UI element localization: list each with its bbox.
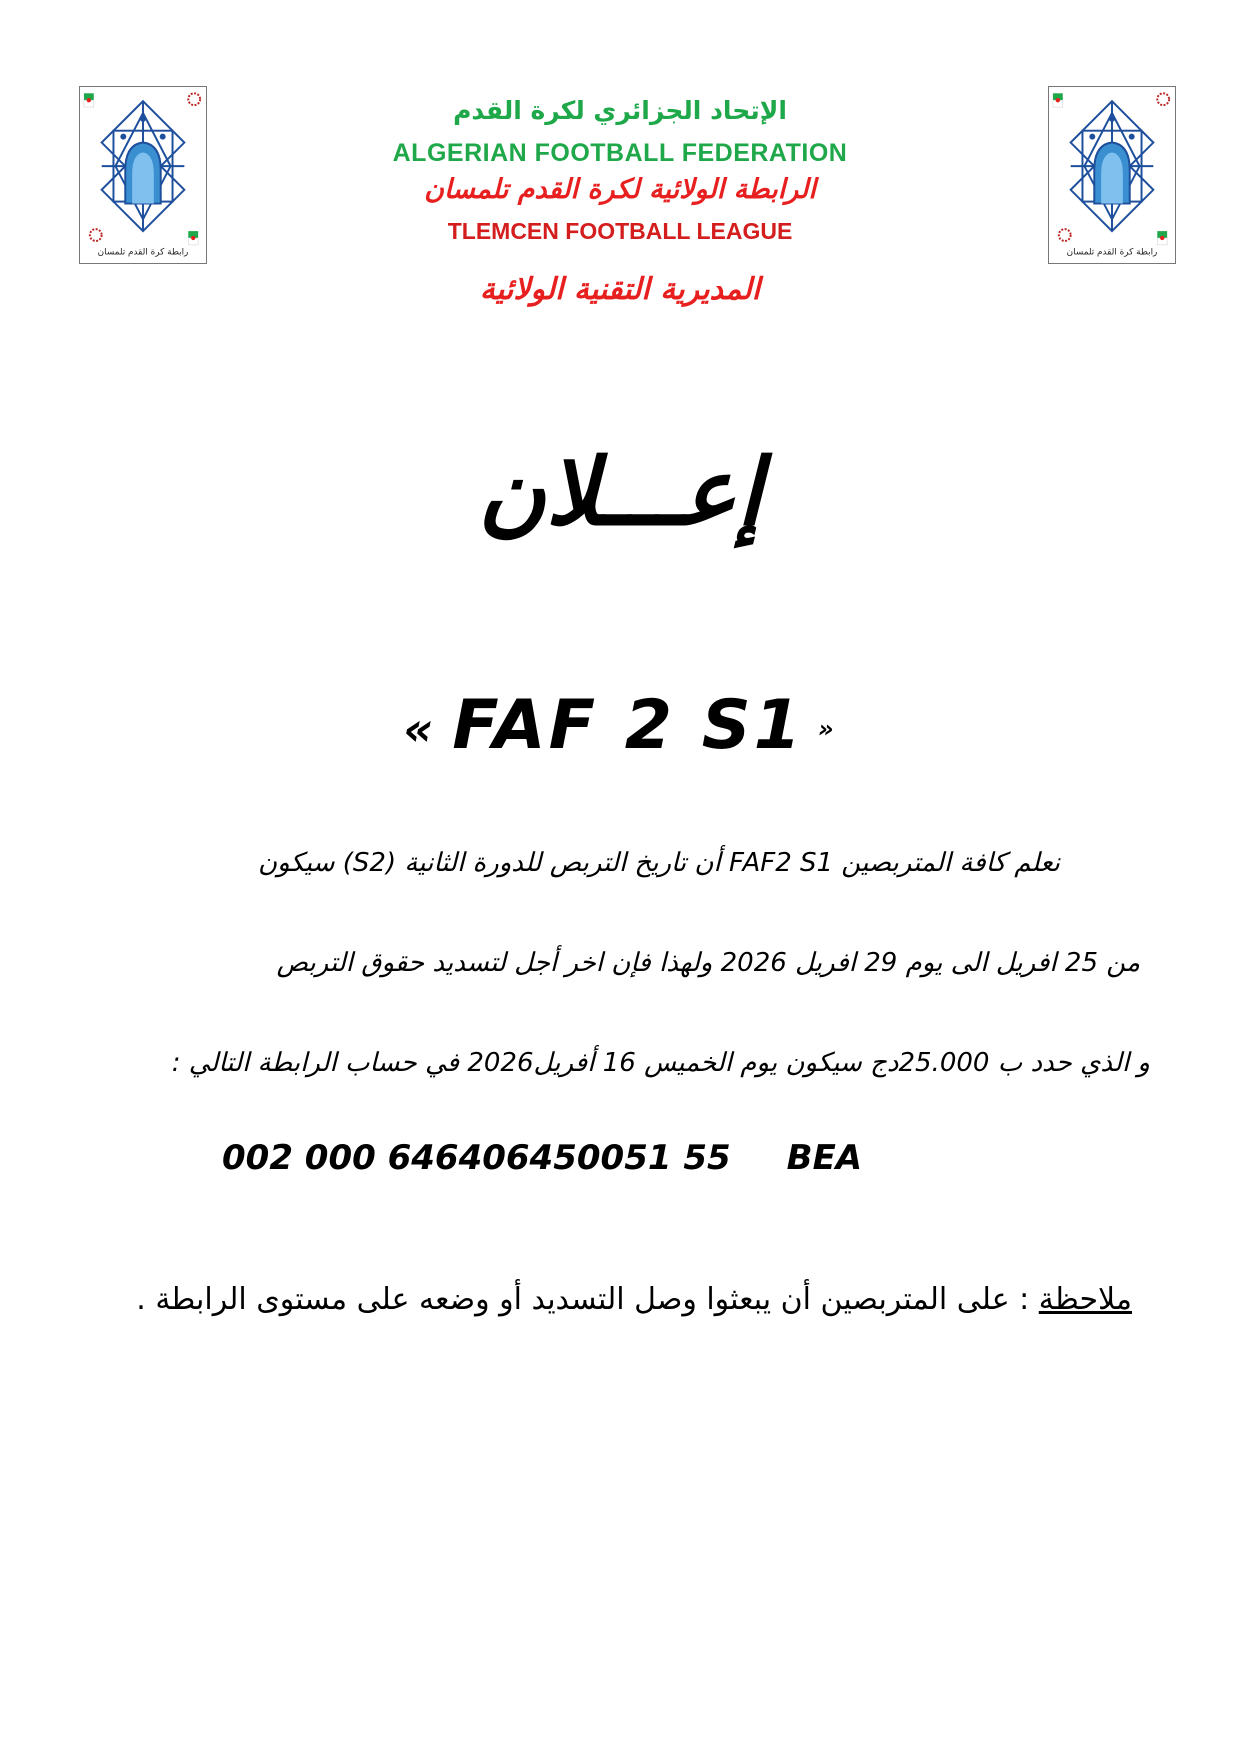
federation-name-english: ALGERIAN FOOTBALL FEDERATION (392, 139, 848, 167)
logo-caption: رابطة كرة القدم تلمسان (1066, 247, 1158, 258)
federation-name-arabic: الإتحاد الجزائري لكرة القدم (453, 96, 787, 125)
league-emblem-icon (80, 87, 206, 263)
body-line-1: نعلم كافة المتربصين FAF2 S1 أن تاريخ التربص للدورة الثانية (S2) سيكون (257, 848, 1060, 878)
league-name-arabic: الرابطة الولائية لكرة القدم تلمسان (424, 174, 816, 205)
quote-close: » (818, 715, 837, 744)
body-line-2: من 25 افريل الى يوم 29 افريل 2026 ولهذا فإن اخر أجل لتسديد حقوق التربص (276, 948, 1140, 978)
league-logo-right (1048, 86, 1176, 264)
league-name-english: TLEMCEN FOOTBALL LEAGUE (447, 218, 793, 244)
bank-account (222, 1138, 862, 1178)
note-text: : على المتربصين أن يبعثوا وصل التسديد أو وضعه على مستوى الرابطة . (136, 1282, 1030, 1317)
note-label: ملاحظة (1038, 1282, 1132, 1317)
announcement-title: إعـــلان (478, 438, 762, 546)
course-code-heading (0, 686, 1240, 765)
league-logo-left (79, 86, 207, 264)
account-number: 002 000 646406450051 55 (222, 1138, 731, 1178)
league-emblem-icon (1049, 87, 1175, 263)
course-code: FAF 2 S1 (452, 686, 804, 765)
bank-name: BEA (786, 1138, 863, 1178)
quote-open: « (403, 702, 437, 757)
letterhead (300, 0, 940, 320)
body-line-3: و الذي حدد ب 25.000دج سيكون يوم الخميس 16 أفريل2026 في حساب الرابطة التالي : (171, 1048, 1150, 1078)
note (136, 1282, 1132, 1317)
logo-caption: رابطة كرة القدم تلمسان (97, 247, 189, 258)
directorate-name-arabic: المديرية التقنية الولائية (479, 272, 761, 307)
